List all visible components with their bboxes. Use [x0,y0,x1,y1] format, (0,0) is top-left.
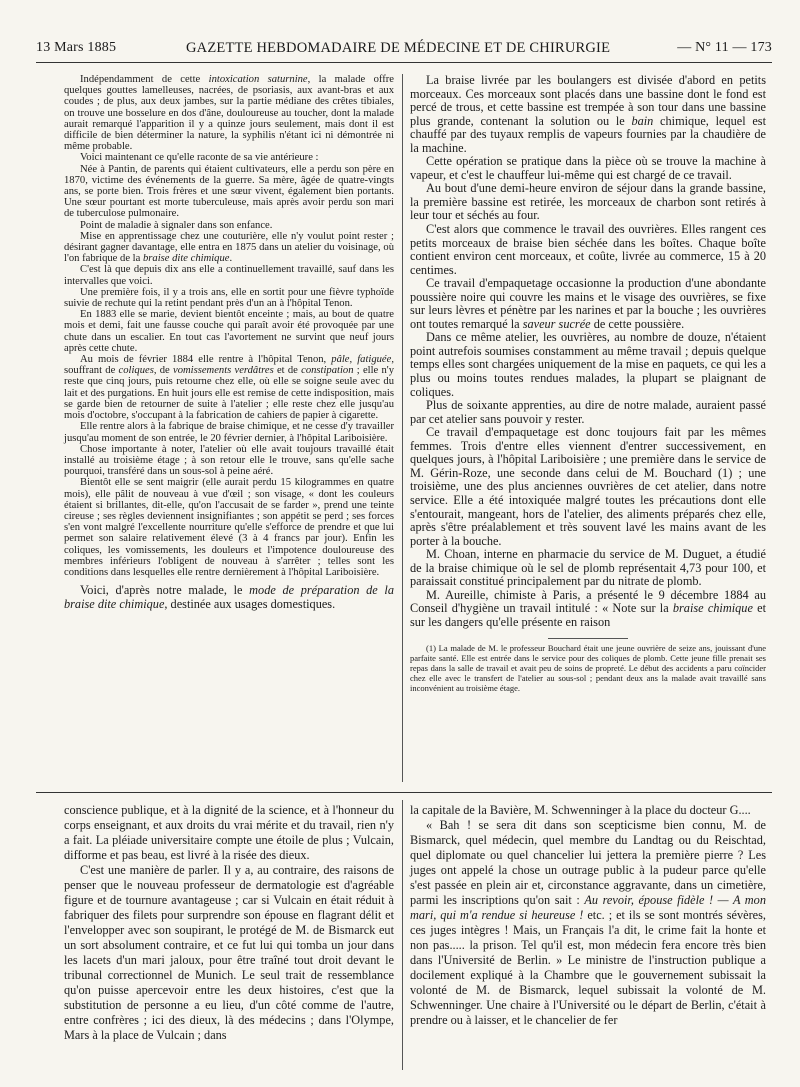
paragraph: Au mois de février 1884 elle rentre à l'hôpital Tenon, pâle, fatiguée, souffrant de coliques, de vomissements verdâtres et de constipation ; elle n'y reste que cinq jours, puis retourne chez elle, où elle se soigne seule avec du lait et des purgations. En huit jours elle est remise de cette indisposition, mais se garde bien de retourner de suite à l'atelier ; elle reste chez elle jusqu'au mois d'octobre, s'occupant à la fabrication de cahiers de papier à cigarette. [64,354,394,422]
issue-date: 13 Mars 1885 [36,40,117,55]
paragraph: Mise en apprentissage chez une couturière, elle n'y voulut point rester ; désirant gagner davantage, elle entra en 1875 dans un atelier du voisinage, où l'on fabrique de la braise dite chimique. [64,230,394,265]
paragraph: Ce travail d'empaquetage occasionne la production d'une abondante poussière noire qui couvre les mains et le visage des ouvrières, se fixe sur leurs lèvres et pénètre par les narines et par la bouche ; les ouvrières ont toutes remarqué la saveur sucrée de cette poussière. [410,276,766,331]
paragraph: Elle rentre alors à la fabrique de braise chimique, et ne cesse d'y travailler jusqu'au moment de son entrée, le 20 février dernier, à l'hôpital Lariboisière. [64,421,394,444]
paragraph: Au bout d'une demi-heure environ de séjour dans la grande bassine, la première bassine est retirée, les morceaux de charbon sont retirés à leur tour et séchés au four. [410,181,766,223]
article-column-right [410,74,766,693]
paragraph: La braise livrée par les boulangers est divisée d'abord en petits morceaux. Ces morceaux sont placés dans une bassine dont le fond est percé de trous, et cette bassine est trempée à son tour dans une bassine plus grande, contenant la solution ou le bain chimique, lequel est chauffé par des tuyaux remplis de vapeurs fournies par la chaudière de la machine. [410,73,767,155]
paragraph: Une première fois, il y a trois ans, elle en sortit pour une fièvre typhoïde suivie de rechute qui la retint pendant près d'un an à l'hôpital Tenon. [64,286,394,310]
paragraph: M. Aureille, chimiste à Paris, a présenté le 9 décembre 1884 au Conseil d'hygiène un travail intitulé : « Note sur la braise chimique et sur les dangers qu'elle présente en raison [410,587,766,629]
paragraph: Ce travail d'empaquetage est donc toujours fait par les mêmes femmes. Trois d'entre elles viennent d'entrer successivement, en quelques jours, à l'hôpital Lariboisière ; une première dans le service de M. Gérin-Roze, une seconde dans celui de M. Bouchard (1) ; une troisième, une des plus anciennes ouvrières de cet atelier, dans notre service. Elle a été intoxiquée malgré toutes les précautions dont elle s'entourait, mangeant, hors de l'atelier, des aliments préparés chez elle, après s'être préalablement et très souvent lavé les mains avant de les porter à la bouche. [410,425,766,548]
paragraph: Point de maladie à signaler dans son enfance. [80,219,273,231]
paragraph: Voici maintenant ce qu'elle raconte de sa vie antérieure : [80,152,319,164]
paragraph: Cette opération se pratique dans la pièce où se trouve la machine à vapeur, et c'est le chauffeur lui-même qui est chargé de ce travail. [410,154,766,182]
article-column-left [64,74,394,611]
section-rule [36,792,772,793]
paragraph: Voici, d'après notre malade, le mode de préparation de la braise dite chimique, destinée aux usages domestiques. [64,583,394,611]
paragraph: M. Choan, interne en pharmacie du service de M. Duguet, a étudié de la braise chimique où le sel de plomb représentait 4,73 pour 100, et paraissait constitué principalement par du nitrate de plomb. [410,547,766,589]
paragraph: C'est là que depuis dix ans elle a continuellement travaillé, sauf dans les intervalles que voici. [64,264,394,287]
paragraph: Indépendamment de cette intoxication saturnine, la malade offre quelques gouttes lamelleuses, nacrées, de psoriasis, aux avant-bras et aux coudes ; de plus, aux deux jambes, sur la partie médiane des crêtes tibiales, on trouve une bosselure en dos d'âne, douloureuse au toucher, dont la malade aurait remarqué l'apparition il y a quinze jours seulement, mais dont il est difficile de bien déterminer la nature, la syphilis n'étant ici ni démontrée ni même probable. [64,74,395,153]
column-divider [402,800,403,1070]
paragraph: C'est alors que commence le travail des ouvrières. Elles rangent ces petits morceaux de braise bien séchée dans les boîtes. Chaque boîte contient environ cent morceaux, et coûte, livrée au commerce, 15 à 20 centimes. [410,222,766,277]
feuilleton-column-right [410,803,766,1028]
paragraph: En 1883 elle se marie, devient bientôt enceinte ; mais, au bout de quatre mois et demi, fait une fausse couche qui paraît avoir été provoquée par une chute dans un escalier. En tout cas l'avortement ne survint que neuf jours après cette chute. [64,309,394,354]
paragraph: C'est une manière de parler. Il y a, au contraire, des raisons de penser que le nouveau professeur de dermatologie est d'agréable figure et de tournure avantageuse ; car si Vulcain en était réduit à fabriquer des filets pour surprendre son épouse en flagrant délit et l'envelopper avec son soupirant, le protégé de M. de Bismarck eut un sort absolument contraire, et ce fut lui qui tomba un jour dans les lacets d'un mari jaloux, pour être traîné tout droit devant le tribunal correctionnel de Munich. Le seul trait de ressemblance qu'on puisse apercevoir entre les deux histoires, c'est que la substitution de personne a eu lieu, d'un côté comme de l'autre, entre confrères ; ici des dieux, là des médecins ; dans l'Olympe, Mars à la place de Vulcain ; dans [64,863,394,1042]
footnote-rule [548,638,628,639]
feuilleton-column-left [64,803,394,1043]
paragraph: Dans ce même atelier, les ouvrières, au nombre de douze, n'étaient point autrefois soumises constamment au même travail ; depuis quelque temps elles sont chargées uniquement de la mise en paquets, ce qui les a plus ou moins toutes rendues malades, la plupart se plaignant de coliques. [410,330,766,399]
paragraph: Bientôt elle se sent maigrir (elle aurait perdu 15 kilogrammes en quatre mois), elle pâlit de nouveau à vue d'œil ; son visage, « dont les couleurs étaient si brillantes, dit-elle, qu'on l'accusait de se farder », prend une teinte cireuse ; ses règles deviennent insignifiantes ; son appétit se perd ; ses forces s'en vont malgré l'excellente nourriture qu'elle s'efforce de prendre et que lui permet son salaire relativement élevé (3 à 4 francs par jour). Enfin les coliques, les vomissements, les douleurs et l'impotence douloureuse des membres inférieurs l'obligent de nouveau à s'arrêter ; telles sont les conditions dans lesquelles elle rentre dernièrement à l'hôpital Lariboisière. [64,477,394,578]
paragraph: « Bah ! se sera dit dans son scepticisme bien connu, M. de Bismarck, quel médecin, quel membre du Landtag ou du Reischtad, quel diplomate ou quel chancelier lui jettera la première pierre ? Les juges ont appelé la chose un outrage public à la pudeur parce qu'elle s'est passée en plein air et, circonstance aggravante, dans un cimetière, parmi les inscriptions qu'on sait : Au revoir, épouse fidèle ! — A mon mari, qui m'a rendue si heureuse ! etc. ; et ils se sont montrés sévères, ces juges intègres ! Mais, un Français l'a dit, le crime fait la honte et non pas..... la prison. Tel qu'il est, mon médecin fera encore très bien dans l'Université de Berlin. » Le ministre de l'instruction publique a docilement expliqué à la Chambre que le gouvernement subissait la volonté de M. de Bismarck, lequel subissait la volonté de M. Schwenninger. Une chaire à l'Université ou le départ de Berlin, c'était à prendre ou à laisser, et le chancelier de fer [410,818,767,1027]
header-rule [36,62,772,63]
paragraph: la capitale de la Bavière, M. Schwenninger à la place du docteur G.... [410,803,751,817]
paragraph: Chose importante à noter, l'atelier où elle avait toujours travaillé était installé au troisième étage ; à son retour elle le trouve, sans qu'elle sache pourquoi, transféré dans un sous-sol à peine aéré. [64,443,394,478]
issue-number-page: — N° 11 — 173 [677,40,772,55]
journal-title: GAZETTE HEBDOMADAIRE DE MÉDECINE ET DE CHIRURGIE [186,40,611,56]
paragraph: Plus de soixante apprenties, au dire de notre malade, auraient passé par cet atelier sans pouvoir y rester. [410,398,766,426]
footnote: (1) La malade de M. le professeur Bouchard était une jeune ouvrière de seize ans, jouissant d'une parfaite santé. Elle est entrée dans le service pour des coliques de plomb. Cette jeune fille prenait ses repas dans la salle de travail et avait peu de soins de propreté. Le début des accidents a paru coïncider chez elle avec le transfert de l'atelier au sous-sol ; pendant deux ans la malade avait travaillé sans inconvénient au troisième étage. [410,643,766,693]
paragraph: conscience publique, et à la dignité de la science, et à l'honneur du corps enseignant, et aux droits du vrai mérite et du travail, rien n'y a fait. La pléiade universitaire compte une étoile de plus ; Vulcain, difforme et pas beau, est livré à la risée des dieux. [64,803,394,862]
column-divider [402,74,403,782]
paragraph: Née à Pantin, de parents qui étaient cultivateurs, elle a perdu son père en 1870, victime des événements de la guerre. Sa mère, âgée de quatre-vingts ans, se porte bien. Trois frères et une sœur vivent, également bien portants. Une sœur pourtant est morte tuberculeuse, mais après avoir perdu son mari de tuberculose pulmonaire. [64,163,394,220]
page-header [36,40,772,60]
